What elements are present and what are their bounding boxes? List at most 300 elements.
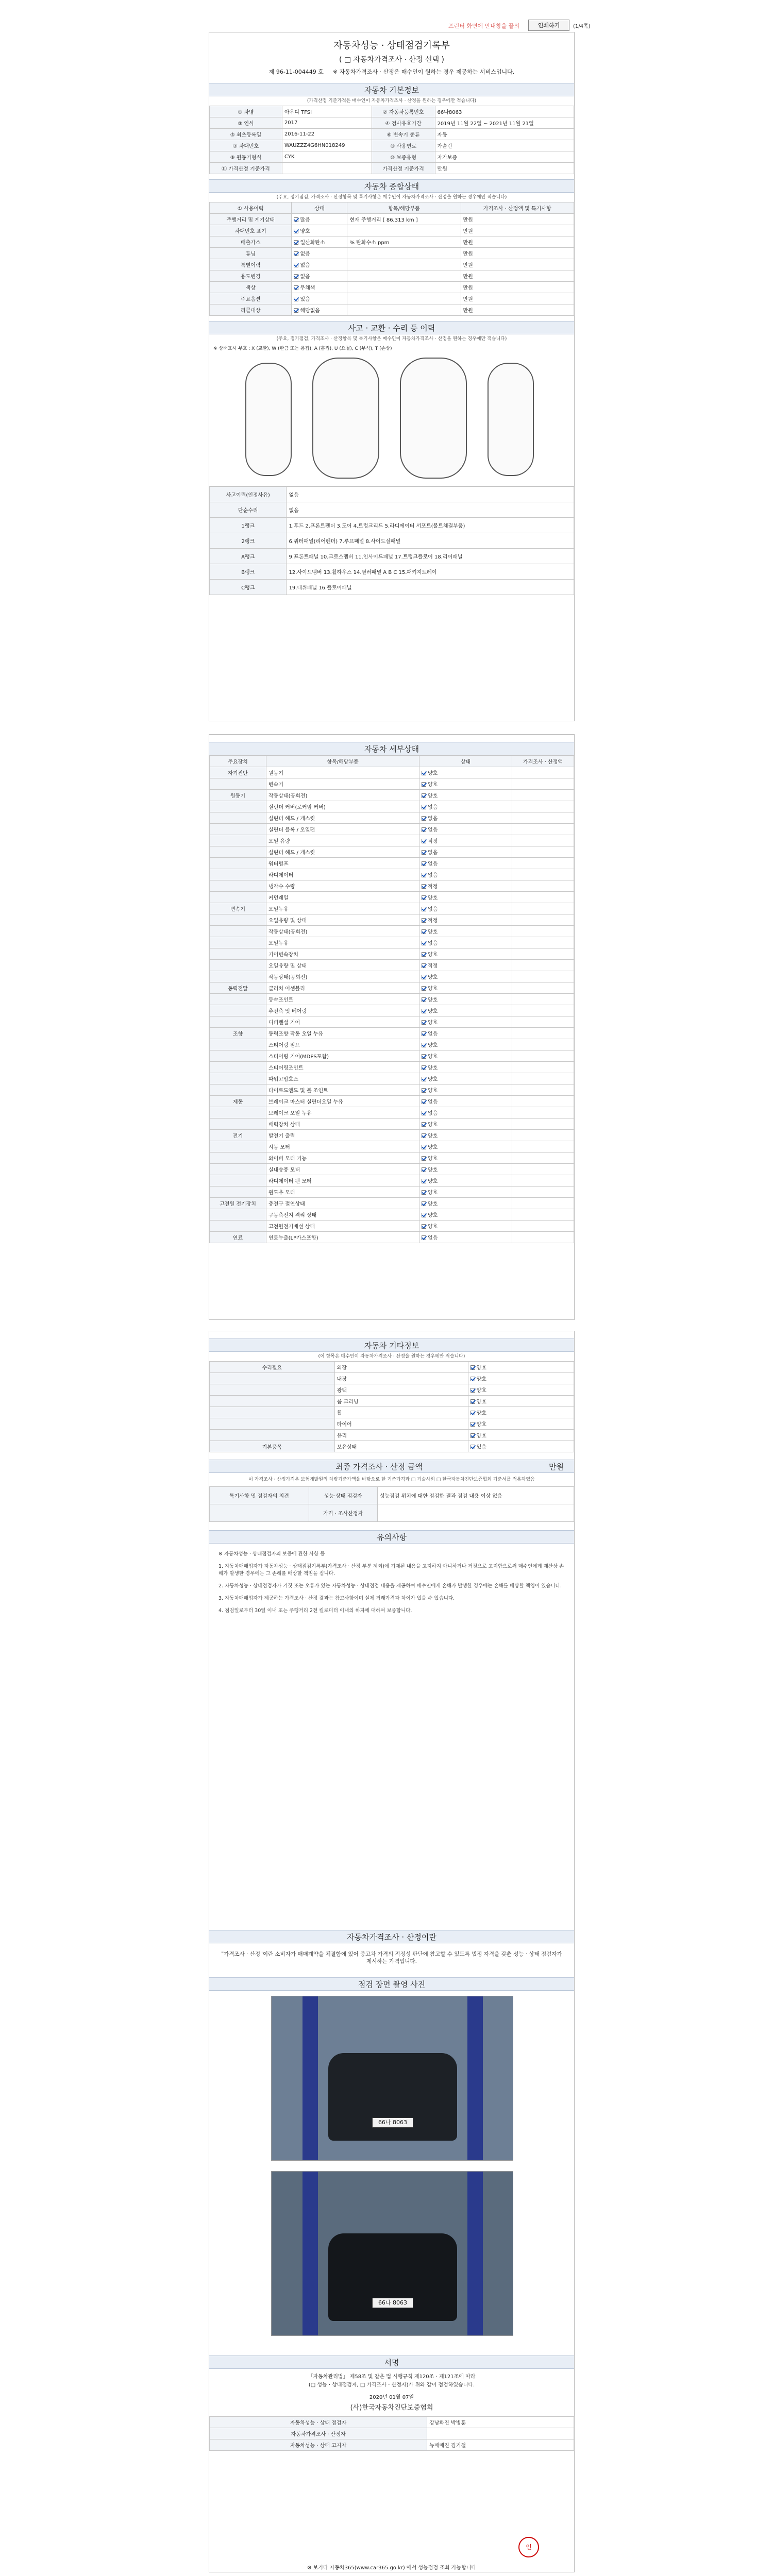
price-check-body: "가격조사 · 산정"이란 소비자가 매매계약을 체결함에 있어 중고차 가격의 적정성 판단에 참고할 수 있도록 법정 자격을 갖춘 성능 · 상태 점검자가 제시하는 가격입니다. bbox=[221, 1951, 562, 1964]
status-price: 만원 bbox=[461, 270, 574, 282]
detail-device bbox=[210, 1062, 266, 1073]
detail-price bbox=[512, 790, 574, 801]
sign-name: 강남화진 박병훈 bbox=[427, 2417, 574, 2428]
status-value: 양호 bbox=[428, 1077, 438, 1082]
detail-state bbox=[419, 994, 512, 1005]
other-state bbox=[468, 1384, 574, 1396]
car-frame-view bbox=[400, 358, 467, 479]
other-group: 기본품목 bbox=[210, 1441, 335, 1452]
detail-device bbox=[210, 812, 266, 824]
check-mark-icon bbox=[422, 1224, 426, 1229]
status-detail bbox=[347, 270, 461, 282]
other-table bbox=[209, 1361, 574, 1452]
detail-part: 타이로드엔드 및 볼 조인트 bbox=[266, 1084, 419, 1096]
detail-row bbox=[210, 835, 574, 846]
price-check-header: 자동차가격조사 · 산정이란 bbox=[209, 1930, 574, 1943]
car-top-view bbox=[312, 358, 379, 479]
detail-price bbox=[512, 1028, 574, 1039]
detail-part: 브레이크 마스터 실린더오일 누유 bbox=[266, 1096, 419, 1107]
sign-row bbox=[210, 2428, 574, 2439]
check-mark-icon bbox=[422, 1133, 426, 1138]
detail-state bbox=[419, 948, 512, 960]
basic-value: WAUZZZ4G6HN018249 bbox=[282, 140, 372, 151]
accident-row bbox=[210, 533, 574, 549]
check-mark-icon bbox=[294, 217, 298, 222]
detail-device bbox=[210, 1107, 266, 1118]
other-state bbox=[468, 1441, 574, 1452]
status-value: 적정 bbox=[428, 839, 438, 844]
basic-value: 만원 bbox=[435, 163, 574, 174]
other-item: 타이어 bbox=[334, 1418, 468, 1430]
detail-state bbox=[419, 971, 512, 982]
detail-device bbox=[210, 1005, 266, 1016]
status-price: 만원 bbox=[461, 293, 574, 304]
other-group bbox=[210, 1384, 335, 1396]
detail-price bbox=[512, 1073, 574, 1084]
detail-device bbox=[210, 1164, 266, 1175]
detail-row bbox=[210, 1221, 574, 1232]
check-mark-icon bbox=[422, 907, 426, 911]
sign-role: 자동차성능 · 상태 고지자 bbox=[210, 2439, 427, 2451]
sign-law2: (□ 성능 · 상태점검자, □ 가격조사 · 산정자)가 위와 같이 점검하였습니다. bbox=[308, 2382, 475, 2388]
detail-price bbox=[512, 858, 574, 869]
detail-row bbox=[210, 1005, 574, 1016]
status-value: 없음 bbox=[428, 805, 438, 810]
status-item: 리콜대상 bbox=[210, 304, 292, 316]
detail-table bbox=[209, 755, 574, 1243]
detail-device bbox=[210, 1209, 266, 1221]
basic-value: 66나8063 bbox=[435, 106, 574, 117]
detail-part: 오일누유 bbox=[266, 937, 419, 948]
detail-state bbox=[419, 1039, 512, 1050]
caution-paragraph: 2. 자동차성능 · 상태점검자가 거짓 또는 오류가 있는 자동차성능 · 상태점검 내용을 제공하여 매수인에게 손해가 발생한 경우에는 손해를 배상할 책임이 있습니다. bbox=[219, 1583, 562, 1589]
status-value: 양호 bbox=[428, 1145, 438, 1150]
status-col-header: ① 사용이력 bbox=[210, 202, 292, 214]
status-value: 없음 bbox=[428, 907, 438, 912]
detail-part: 라디에이터 팬 모터 bbox=[266, 1175, 419, 1187]
caution-header: 유의사항 bbox=[209, 1530, 574, 1544]
status-value: 양호 bbox=[476, 1377, 486, 1382]
status-value: 없음 bbox=[300, 251, 310, 257]
sign-table bbox=[209, 2416, 574, 2451]
status-detail bbox=[347, 248, 461, 259]
detail-part: 실린더 헤드 / 개스킷 bbox=[266, 812, 419, 824]
detail-price bbox=[512, 1118, 574, 1130]
final-header bbox=[209, 1460, 574, 1473]
check-mark-icon bbox=[422, 1213, 426, 1217]
detail-device bbox=[210, 1187, 266, 1198]
detail-part: 작동상태(공회전) bbox=[266, 926, 419, 937]
detail-device bbox=[210, 880, 266, 892]
detail-state bbox=[419, 1164, 512, 1175]
sign-law: 「자동차관리법」 제58조 및 같은 법 시행규칙 제120조 · 제121조에 따라 bbox=[308, 2374, 476, 2380]
detail-price bbox=[512, 1164, 574, 1175]
check-mark-icon bbox=[422, 1122, 426, 1127]
status-value: 양호 bbox=[428, 895, 438, 901]
status-value: 양호 bbox=[428, 1224, 438, 1230]
status-value: 양호 bbox=[428, 1088, 438, 1094]
check-mark-icon bbox=[422, 1099, 426, 1104]
basic-value: 2016-11-22 bbox=[282, 129, 372, 140]
detail-price bbox=[512, 1153, 574, 1164]
accident-label: A랭크 bbox=[210, 549, 287, 564]
basic-value: 가솔린 bbox=[435, 140, 574, 151]
detail-price bbox=[512, 937, 574, 948]
status-value: 무채색 bbox=[300, 285, 315, 291]
detail-state bbox=[419, 1005, 512, 1016]
detail-part: 커먼레일 bbox=[266, 892, 419, 903]
detail-price bbox=[512, 1096, 574, 1107]
detail-part: 시동 모터 bbox=[266, 1141, 419, 1153]
detail-row bbox=[210, 1209, 574, 1221]
detail-row bbox=[210, 846, 574, 858]
other-item: 내장 bbox=[334, 1373, 468, 1384]
status-value: 없음 bbox=[428, 816, 438, 822]
status-row bbox=[210, 248, 574, 259]
accident-label: C랭크 bbox=[210, 580, 287, 595]
detail-row bbox=[210, 982, 574, 994]
page-2 bbox=[209, 734, 575, 1320]
status-value: 없음 bbox=[428, 1111, 438, 1116]
detail-price bbox=[512, 994, 574, 1005]
detail-col-header: 상태 bbox=[419, 756, 512, 767]
basic-value: CYK bbox=[282, 151, 372, 163]
basic-value: 자가보증 bbox=[435, 151, 574, 163]
detail-state bbox=[419, 1141, 512, 1153]
basic-label: ⑨ 원동기형식 bbox=[210, 151, 282, 163]
detail-device bbox=[210, 1016, 266, 1028]
status-value: 있음 bbox=[476, 1445, 486, 1450]
detail-price bbox=[512, 1175, 574, 1187]
detail-state bbox=[419, 824, 512, 835]
detail-device bbox=[210, 994, 266, 1005]
detail-state bbox=[419, 1073, 512, 1084]
detail-row bbox=[210, 1050, 574, 1062]
detail-row bbox=[210, 1084, 574, 1096]
check-mark-icon bbox=[422, 1043, 426, 1047]
accident-value: 없음 bbox=[287, 487, 574, 502]
detail-device bbox=[210, 869, 266, 880]
detail-row bbox=[210, 926, 574, 937]
final-title: 최종 가격조사 · 산정 금액 bbox=[335, 1462, 423, 1471]
status-value: 양호 bbox=[476, 1433, 486, 1439]
status-detail bbox=[347, 293, 461, 304]
status-value: 적정 bbox=[428, 884, 438, 890]
check-mark-icon bbox=[422, 895, 426, 900]
check-mark-icon bbox=[422, 793, 426, 798]
final-value: 만원 bbox=[549, 1462, 564, 1471]
status-value: 양호 bbox=[428, 1156, 438, 1162]
status-value: 없음 bbox=[428, 1235, 438, 1241]
accident-row bbox=[210, 549, 574, 564]
status-value: 없음 bbox=[428, 1031, 438, 1037]
detail-device bbox=[210, 914, 266, 926]
accident-label: 사고이력(인정사유) bbox=[210, 487, 287, 502]
other-item: 외장 bbox=[334, 1362, 468, 1373]
detail-price bbox=[512, 1107, 574, 1118]
detail-part: 라디에이터 bbox=[266, 869, 419, 880]
check-mark-icon bbox=[470, 1388, 475, 1393]
inspection-photo-rear bbox=[271, 2171, 513, 2336]
detail-state bbox=[419, 892, 512, 903]
status-value: 없음 bbox=[428, 873, 438, 878]
detail-row bbox=[210, 767, 574, 778]
status-value: 양호 bbox=[428, 997, 438, 1003]
status-state bbox=[292, 248, 347, 259]
detail-price bbox=[512, 948, 574, 960]
car-right-view bbox=[488, 363, 534, 476]
detail-state bbox=[419, 1209, 512, 1221]
basic-label: ② 자동차등록번호 bbox=[372, 106, 435, 117]
check-mark-icon bbox=[470, 1422, 475, 1427]
status-value: 양호 bbox=[428, 1020, 438, 1026]
check-mark-icon bbox=[294, 308, 298, 313]
final-row bbox=[210, 1504, 574, 1522]
detail-device bbox=[210, 1118, 266, 1130]
accident-value: 9.프론트패널 10.크로스멤버 11.인사이드패널 17.트렁크플로어 18.리어패널 bbox=[287, 549, 574, 564]
status-value: 양호 bbox=[428, 1065, 438, 1071]
detail-row bbox=[210, 994, 574, 1005]
check-mark-icon bbox=[294, 297, 298, 301]
other-item: 유리 bbox=[334, 1430, 468, 1441]
status-note: (주요, 정기점검, 가격조사 · 산정항목 및 특기사항은 매수인이 자동차가격조사 · 산정을 원하는 경우에만 적습니다) bbox=[276, 195, 507, 200]
other-group bbox=[210, 1418, 335, 1430]
status-row bbox=[210, 304, 574, 316]
status-detail: % 탄화수소 ppm bbox=[347, 236, 461, 248]
detail-state bbox=[419, 801, 512, 812]
status-row bbox=[210, 282, 574, 293]
detail-price bbox=[512, 892, 574, 903]
status-value: 양호 bbox=[428, 793, 438, 799]
check-mark-icon bbox=[422, 816, 426, 821]
status-value: 해당없음 bbox=[300, 308, 321, 314]
other-item: 광택 bbox=[334, 1384, 468, 1396]
other-state bbox=[468, 1373, 574, 1384]
accident-label: 단순수리 bbox=[210, 502, 287, 518]
detail-price bbox=[512, 1050, 574, 1062]
detail-row bbox=[210, 892, 574, 903]
status-state bbox=[292, 270, 347, 282]
detail-part: 동력조향 작동 오일 누유 bbox=[266, 1028, 419, 1039]
status-state bbox=[292, 214, 347, 225]
detail-price bbox=[512, 1198, 574, 1209]
check-mark-icon bbox=[422, 884, 426, 889]
status-price: 만원 bbox=[461, 248, 574, 259]
detail-device bbox=[210, 835, 266, 846]
detail-device bbox=[210, 1039, 266, 1050]
check-mark-icon bbox=[422, 1145, 426, 1149]
status-state bbox=[292, 304, 347, 316]
detail-row bbox=[210, 1153, 574, 1164]
status-value: 양호 bbox=[428, 782, 438, 788]
detail-state bbox=[419, 790, 512, 801]
status-value: 양호 bbox=[428, 1122, 438, 1128]
status-detail bbox=[347, 225, 461, 236]
detail-device: 원동기 bbox=[210, 790, 266, 801]
detail-state bbox=[419, 1187, 512, 1198]
detail-price bbox=[512, 880, 574, 892]
status-row bbox=[210, 270, 574, 282]
photo-area bbox=[209, 1991, 574, 2351]
accident-row bbox=[210, 518, 574, 533]
detail-part: 충전구 절연상태 bbox=[266, 1198, 419, 1209]
print-notice: 프린터 화면에 안내창을 끝의 bbox=[448, 23, 520, 29]
caution-body bbox=[209, 1544, 574, 1925]
detail-device bbox=[210, 937, 266, 948]
status-row bbox=[210, 214, 574, 225]
detail-device bbox=[210, 1141, 266, 1153]
caution-paragraph: 1. 자동차매매업자가 자동차성능 · 상태점검기록부(가격조사 · 산정 부분 제외)에 기재된 내용을 고지하지 아니하거나 거짓으로 고지함으로써 매수인에게 재산상 손해가 발생한 경우에는 그 손해를 배상할 책임을 집니다. bbox=[219, 1564, 564, 1577]
other-note: (이 항목은 매수인이 자동차가격조사 · 산정을 원하는 경우에만 적습니다) bbox=[318, 1354, 465, 1359]
detail-price bbox=[512, 1209, 574, 1221]
caution-paragraph: 3. 자동차매매업자가 제공하는 가격조사 · 산정 결과는 참고사항이며 실제 거래가격과 차이가 있을 수 있습니다. bbox=[219, 1596, 455, 1601]
status-state bbox=[292, 282, 347, 293]
status-value: 양호 bbox=[476, 1399, 486, 1405]
check-mark-icon bbox=[422, 1201, 426, 1206]
status-value: 양호 bbox=[428, 1213, 438, 1218]
status-item: 차대번호 표기 bbox=[210, 225, 292, 236]
accident-label: 2랭크 bbox=[210, 533, 287, 549]
detail-price bbox=[512, 824, 574, 835]
detail-part: 스티어링 기어(MDPS포함) bbox=[266, 1050, 419, 1062]
detail-device bbox=[210, 926, 266, 937]
status-value: 양호 bbox=[428, 1190, 438, 1196]
status-value: 일산화탄소 bbox=[300, 240, 325, 246]
sign-org: (사)한국자동차진단보증협회 bbox=[350, 2404, 433, 2412]
detail-device: 제동 bbox=[210, 1096, 266, 1107]
detail-device bbox=[210, 1175, 266, 1187]
basic-label: ⑤ 최초등록일 bbox=[210, 129, 282, 140]
detail-price bbox=[512, 1062, 574, 1073]
page-3 bbox=[209, 1331, 575, 2572]
status-value: 없음 bbox=[300, 263, 310, 268]
detail-part: 구동축전지 격리 상태 bbox=[266, 1209, 419, 1221]
status-item: 주행거리 및 계기상태 bbox=[210, 214, 292, 225]
check-mark-icon bbox=[470, 1411, 475, 1415]
basic-row bbox=[210, 129, 574, 140]
detail-row bbox=[210, 1096, 574, 1107]
check-mark-icon bbox=[422, 952, 426, 957]
check-mark-icon bbox=[470, 1365, 475, 1370]
basic-label: ⑪ 가격산정 기준가격 bbox=[210, 163, 282, 174]
basic-row bbox=[210, 106, 574, 117]
detail-state bbox=[419, 1221, 512, 1232]
status-value: 없음 bbox=[428, 941, 438, 946]
status-row bbox=[210, 259, 574, 270]
check-mark-icon bbox=[470, 1399, 475, 1404]
other-state bbox=[468, 1430, 574, 1441]
car-left-view bbox=[245, 363, 292, 476]
detail-state bbox=[419, 812, 512, 824]
detail-row bbox=[210, 1164, 574, 1175]
detail-device bbox=[210, 1084, 266, 1096]
page-1 bbox=[209, 32, 575, 721]
status-state bbox=[292, 236, 347, 248]
detail-part: 윈도우 모터 bbox=[266, 1187, 419, 1198]
status-row bbox=[210, 293, 574, 304]
basic-label: ① 차명 bbox=[210, 106, 282, 117]
basic-row bbox=[210, 163, 574, 174]
check-mark-icon bbox=[422, 1156, 426, 1161]
caution-paragraph: ※ 자동차성능 · 상태점검자의 보증에 관한 사항 등 bbox=[219, 1551, 325, 1557]
detail-row bbox=[210, 801, 574, 812]
check-mark-icon bbox=[470, 1433, 475, 1438]
check-mark-icon bbox=[422, 941, 426, 945]
detail-row bbox=[210, 937, 574, 948]
detail-price bbox=[512, 812, 574, 824]
detail-row bbox=[210, 914, 574, 926]
accident-row bbox=[210, 487, 574, 502]
detail-price bbox=[512, 1130, 574, 1141]
check-mark-icon bbox=[422, 850, 426, 855]
status-value: 양호 bbox=[428, 975, 438, 980]
detail-price bbox=[512, 926, 574, 937]
detail-device bbox=[210, 1050, 266, 1062]
detail-part: 클러치 어셈블리 bbox=[266, 982, 419, 994]
detail-part: 오일유량 및 상태 bbox=[266, 914, 419, 926]
check-mark-icon bbox=[422, 1020, 426, 1025]
doc-subtitle: ( □ 자동차가격조사 · 산정 선택 ) bbox=[339, 56, 445, 64]
detail-col-header: 가격조사 · 산정액 bbox=[512, 756, 574, 767]
detail-state bbox=[419, 858, 512, 869]
status-col-header: 항목/해당부품 bbox=[347, 202, 461, 214]
status-item: 튜닝 bbox=[210, 248, 292, 259]
check-mark-icon bbox=[422, 963, 426, 968]
detail-device bbox=[210, 1073, 266, 1084]
detail-device bbox=[210, 801, 266, 812]
basic-label: ⑩ 보증유형 bbox=[372, 151, 435, 163]
status-value: 없음 bbox=[428, 1099, 438, 1105]
page-number: (1/4쪽) bbox=[573, 24, 591, 29]
detail-row bbox=[210, 1039, 574, 1050]
detail-state bbox=[419, 1118, 512, 1130]
detail-row bbox=[210, 960, 574, 971]
check-mark-icon bbox=[422, 861, 426, 866]
detail-state bbox=[419, 1096, 512, 1107]
detail-price bbox=[512, 1187, 574, 1198]
car-diagram bbox=[209, 352, 574, 486]
inspection-photo-front bbox=[271, 1996, 513, 2161]
status-value: 양호 bbox=[428, 929, 438, 935]
print-button[interactable]: 인쇄하기 bbox=[528, 20, 569, 31]
basic-row bbox=[210, 117, 574, 129]
detail-device: 자기진단 bbox=[210, 767, 266, 778]
detail-row bbox=[210, 1198, 574, 1209]
final-table bbox=[209, 1486, 574, 1522]
status-value: 적정 bbox=[428, 963, 438, 969]
accident-label: B랭크 bbox=[210, 564, 287, 580]
check-mark-icon bbox=[422, 1054, 426, 1059]
detail-price bbox=[512, 778, 574, 790]
status-state bbox=[292, 293, 347, 304]
detail-price bbox=[512, 903, 574, 914]
detail-part: 기어변속장치 bbox=[266, 948, 419, 960]
detail-part: 원동기 bbox=[266, 767, 419, 778]
sign-role: 자동차가격조사 · 산정자 bbox=[210, 2428, 427, 2439]
detail-state bbox=[419, 1084, 512, 1096]
status-value: 없음 bbox=[300, 274, 310, 280]
detail-row bbox=[210, 1175, 574, 1187]
detail-state bbox=[419, 926, 512, 937]
detail-part: 스티어링 펌프 bbox=[266, 1039, 419, 1050]
footer-note: ※ 보기다 자동차365(www.car365.go.kr) 에서 성능점검 조회 가능합니다 bbox=[307, 2565, 477, 2571]
accident-header: 사고 · 교환 · 수리 등 이력 bbox=[209, 321, 574, 334]
check-mark-icon bbox=[422, 1088, 426, 1093]
other-row bbox=[210, 1430, 574, 1441]
other-row bbox=[210, 1407, 574, 1418]
detail-row bbox=[210, 824, 574, 835]
status-detail: 현재 주행거리 [ 86,313 km ] bbox=[347, 214, 461, 225]
